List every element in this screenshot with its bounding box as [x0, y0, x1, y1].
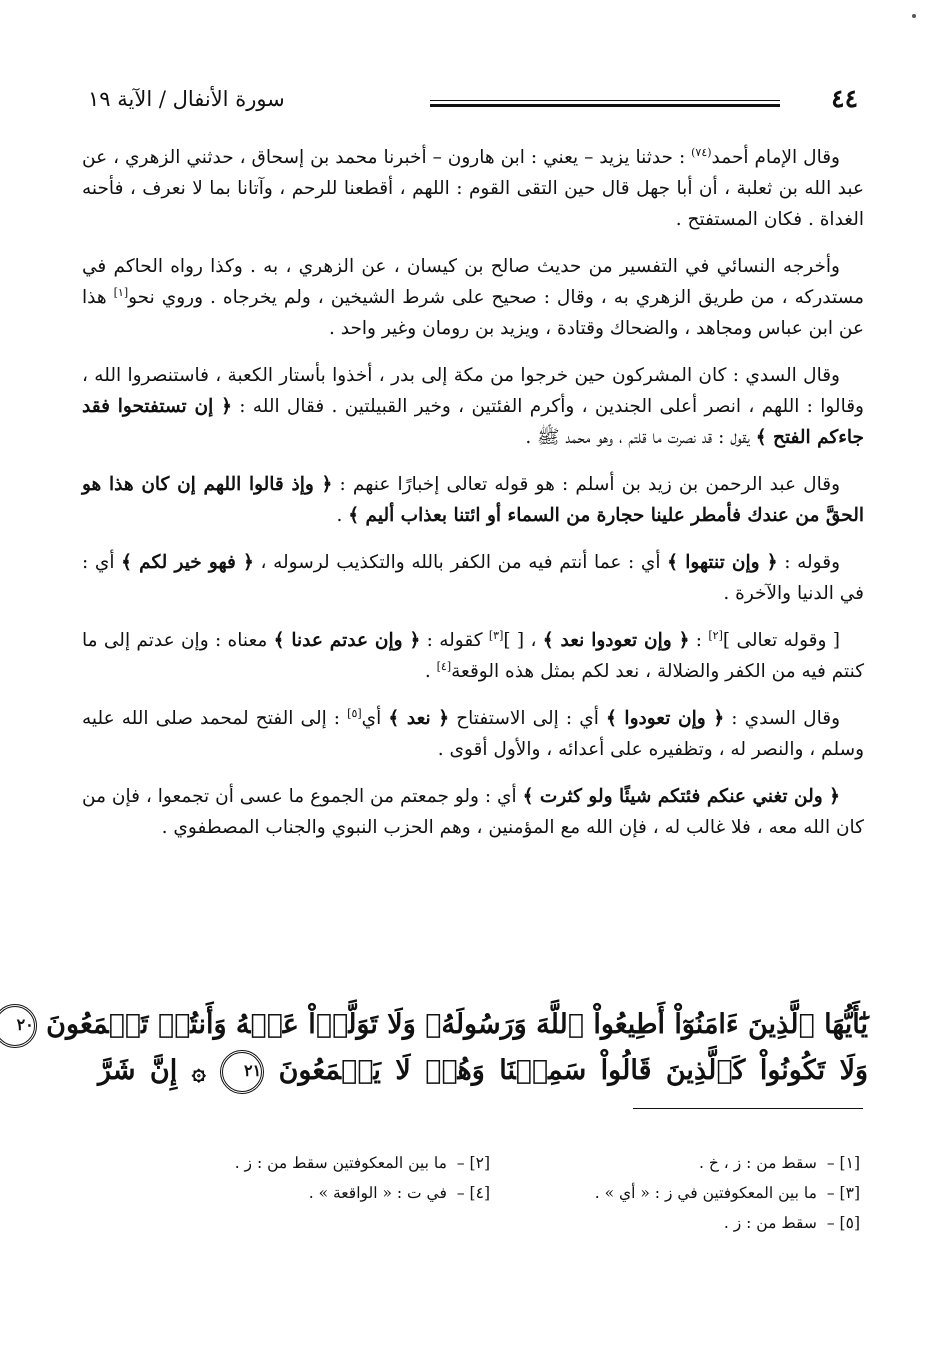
paragraph-2	[82, 251, 864, 344]
page-number: ٤٤	[831, 84, 858, 113]
text-run: : حدثنا يزيد – يعني : ابن هارون – أخبرنا محمد بن إسحاق ، حدثني الزهري ، عن عبد الله بن ثعلبة ، أن أبا جهل قال حين التقى القوم : اللهم ، أقطعنا للرحم ، وآتانا بما لا نعرف ، فأحنه الغداة . فكان المستفتح .	[82, 147, 864, 230]
quran-quote: ﴿ وإن تعودوا ﴾	[605, 708, 725, 729]
verse-text: يَٰٓأَيُّهَا ٱلَّذِينَ ءَامَنُوٓاْ أَطِيعُواْ ٱللَّهَ وَرَسُولَهُۥ وَلَا تَوَلَّوۡاْ عَنۡهُ وَأَنتُمۡ تَسۡمَعُونَ	[46, 1009, 868, 1040]
paragraph-7	[82, 703, 864, 765]
quran-quote: ﴿ وإذ قالوا اللهم إن كان هذا هو الحقَّ من عندك فأمطر علينا حجارة من السماء أو ائتنا بعذاب أليم ﴾	[82, 474, 864, 526]
text-run: وقال الإمام أحمد	[711, 147, 840, 168]
text-run: ، [ ]	[503, 630, 543, 651]
footnote-ref[interactable]: [٢]	[708, 628, 723, 642]
body-text	[82, 142, 864, 859]
chapter-title: سورة الأنفال / الآية ١٩	[88, 87, 285, 111]
paragraph-8	[82, 781, 864, 843]
text-run: [ وقوله تعالى ]	[722, 630, 840, 651]
text-run: وأخرجه النسائي في التفسير من حديث صالح بن كيسان ، عن الزهري ، به . وكذا رواه الحاكم في مستدركه ، من طريق الزهري به ، وقال : صحيح على شرط الشيخين ، ولم يخرجاه . وروي نحو	[82, 256, 864, 308]
footnote-row	[120, 1178, 860, 1208]
footnote-number: [٥] –	[826, 1214, 860, 1232]
quran-quote: ﴿ وإن تنتهوا ﴾	[667, 552, 778, 573]
quran-quote: ﴿ فهو خير لكم ﴾	[121, 552, 254, 573]
quran-verses	[16, 1002, 869, 1095]
text-run: وقوله :	[777, 552, 841, 573]
text-run: وقال السدي :	[724, 708, 840, 729]
ayah-number-icon: ٢١	[220, 1050, 264, 1094]
footnote-number: [١] –	[826, 1154, 860, 1172]
text-run: : إلى الفتح لمحمد صلى الله عليه وسلم ، والنصر له ، وتظفيره على أعدائه ، والأول أقوى .	[82, 708, 864, 760]
text-run: معناه : وإن عدتم إلى ما كنتم فيه من الكفر والضلالة ، نعد لكم بمثل هذه الوقعة	[82, 630, 864, 682]
text-run: يقول : قد نصرت ما قلتم ، وهو محمد ﷺ .	[525, 427, 756, 448]
quran-quote: ﴿ وإن عدتم عدنا ﴾	[273, 630, 421, 651]
footnote-text: في ت : « الواقعة » .	[308, 1184, 447, 1202]
footnote-separator	[633, 1108, 863, 1109]
text-run: أي : إلى الاستفتاح	[449, 708, 606, 729]
text-run: كقوله :	[420, 630, 489, 651]
quran-quote: ﴿ إن تستفتحوا فقد جاءكم الفتح ﴾	[82, 396, 864, 448]
paragraph-6	[82, 625, 864, 687]
paragraph-1	[82, 142, 864, 235]
footnote-number: [٣] –	[826, 1184, 860, 1202]
footnote-4	[120, 1178, 490, 1208]
header-rule	[430, 100, 780, 107]
quran-quote: ﴿ ولن تغني عنكم فئتكم شيئًا ولو كثرت ﴾	[522, 786, 840, 807]
paragraph-4	[82, 469, 864, 531]
quran-line-1	[16, 1002, 868, 1048]
quran-line-2	[98, 1048, 868, 1095]
paragraph-5	[82, 547, 864, 609]
text-run: وقال السدي : كان المشركون حين خرجوا من مكة إلى بدر ، أخذوا بأستار الكعبة ، فاستنصروا الله ، وقالوا : اللهم ، انصر أعلى الجندين ، وأكرم الفئتين ، وخير القبيلتين . فقال الله :	[82, 365, 864, 417]
text-run: أي	[361, 708, 389, 729]
footnote-3	[490, 1178, 860, 1208]
footnote-text: ما بين المعكوفتين في ز : « أي » .	[594, 1184, 817, 1202]
footnote-ref[interactable]: [٣]	[488, 628, 504, 642]
footnote-row	[120, 1208, 860, 1238]
text-run: أي : ولو جمعتم من الجموع ما عسى أن تجمعوا ، فإن من كان الله معه ، فلا غالب له ، فإن الله مع المؤمنين ، وهم الحزب النبوي والجناب المصطفوي .	[82, 786, 864, 838]
text-run: .	[424, 661, 437, 682]
quran-quote: ﴿ نعد ﴾	[388, 708, 450, 729]
verse-text: وَلَا تَكُونُواْ كَٱلَّذِينَ قَالُواْ سَمِعۡنَا وَهُمۡ لَا يَسۡمَعُونَ	[278, 1055, 869, 1086]
quran-quote: ﴿ وإن تعودوا نعد ﴾	[542, 630, 690, 651]
ayah-number-icon: ٢٠	[0, 1004, 37, 1048]
text-run: هذا عن ابن عباس ومجاهد ، والضحاك وقتادة ، ويزيد بن رومان وغير واحد .	[82, 287, 864, 339]
verse-text: إِنَّ شَرَّ	[98, 1055, 178, 1086]
text-run: وقال عبد الرحمن بن زيد بن أسلم : هو قوله تعالى إخبارًا عنهم :	[332, 474, 840, 495]
footnote-1	[490, 1148, 860, 1178]
page-header	[88, 82, 858, 122]
footnote-text: سقط من : ز .	[723, 1214, 817, 1232]
footnote-5	[490, 1208, 860, 1238]
text-run: أي : في الدنيا والآخرة .	[82, 552, 864, 604]
footnote-text: ما بين المعكوفتين سقط من : ز .	[234, 1154, 447, 1172]
scan-speck	[912, 14, 916, 18]
hizb-marker-icon: ۞	[191, 1056, 206, 1086]
footnotes	[120, 1148, 860, 1238]
footnote-row	[120, 1148, 860, 1178]
footnote-text: سقط من : ز ، خ .	[699, 1154, 817, 1172]
text-run: أي : عما أنتم فيه من الكفر بالله والتكذيب لرسوله ،	[253, 552, 668, 573]
footnote-ref[interactable]: [٥]	[347, 706, 362, 720]
paragraph-3	[82, 360, 864, 453]
footnote-ref[interactable]: [١]	[113, 285, 129, 299]
footnote-ref[interactable]: [٤]	[436, 659, 452, 673]
footnote-2	[120, 1148, 490, 1178]
text-run: .	[336, 505, 349, 526]
footnote-number: [٤] –	[456, 1184, 490, 1202]
hadith-number: (٧٤)	[691, 145, 712, 159]
footnote-number: [٢] –	[456, 1154, 490, 1172]
text-run: :	[689, 630, 709, 651]
